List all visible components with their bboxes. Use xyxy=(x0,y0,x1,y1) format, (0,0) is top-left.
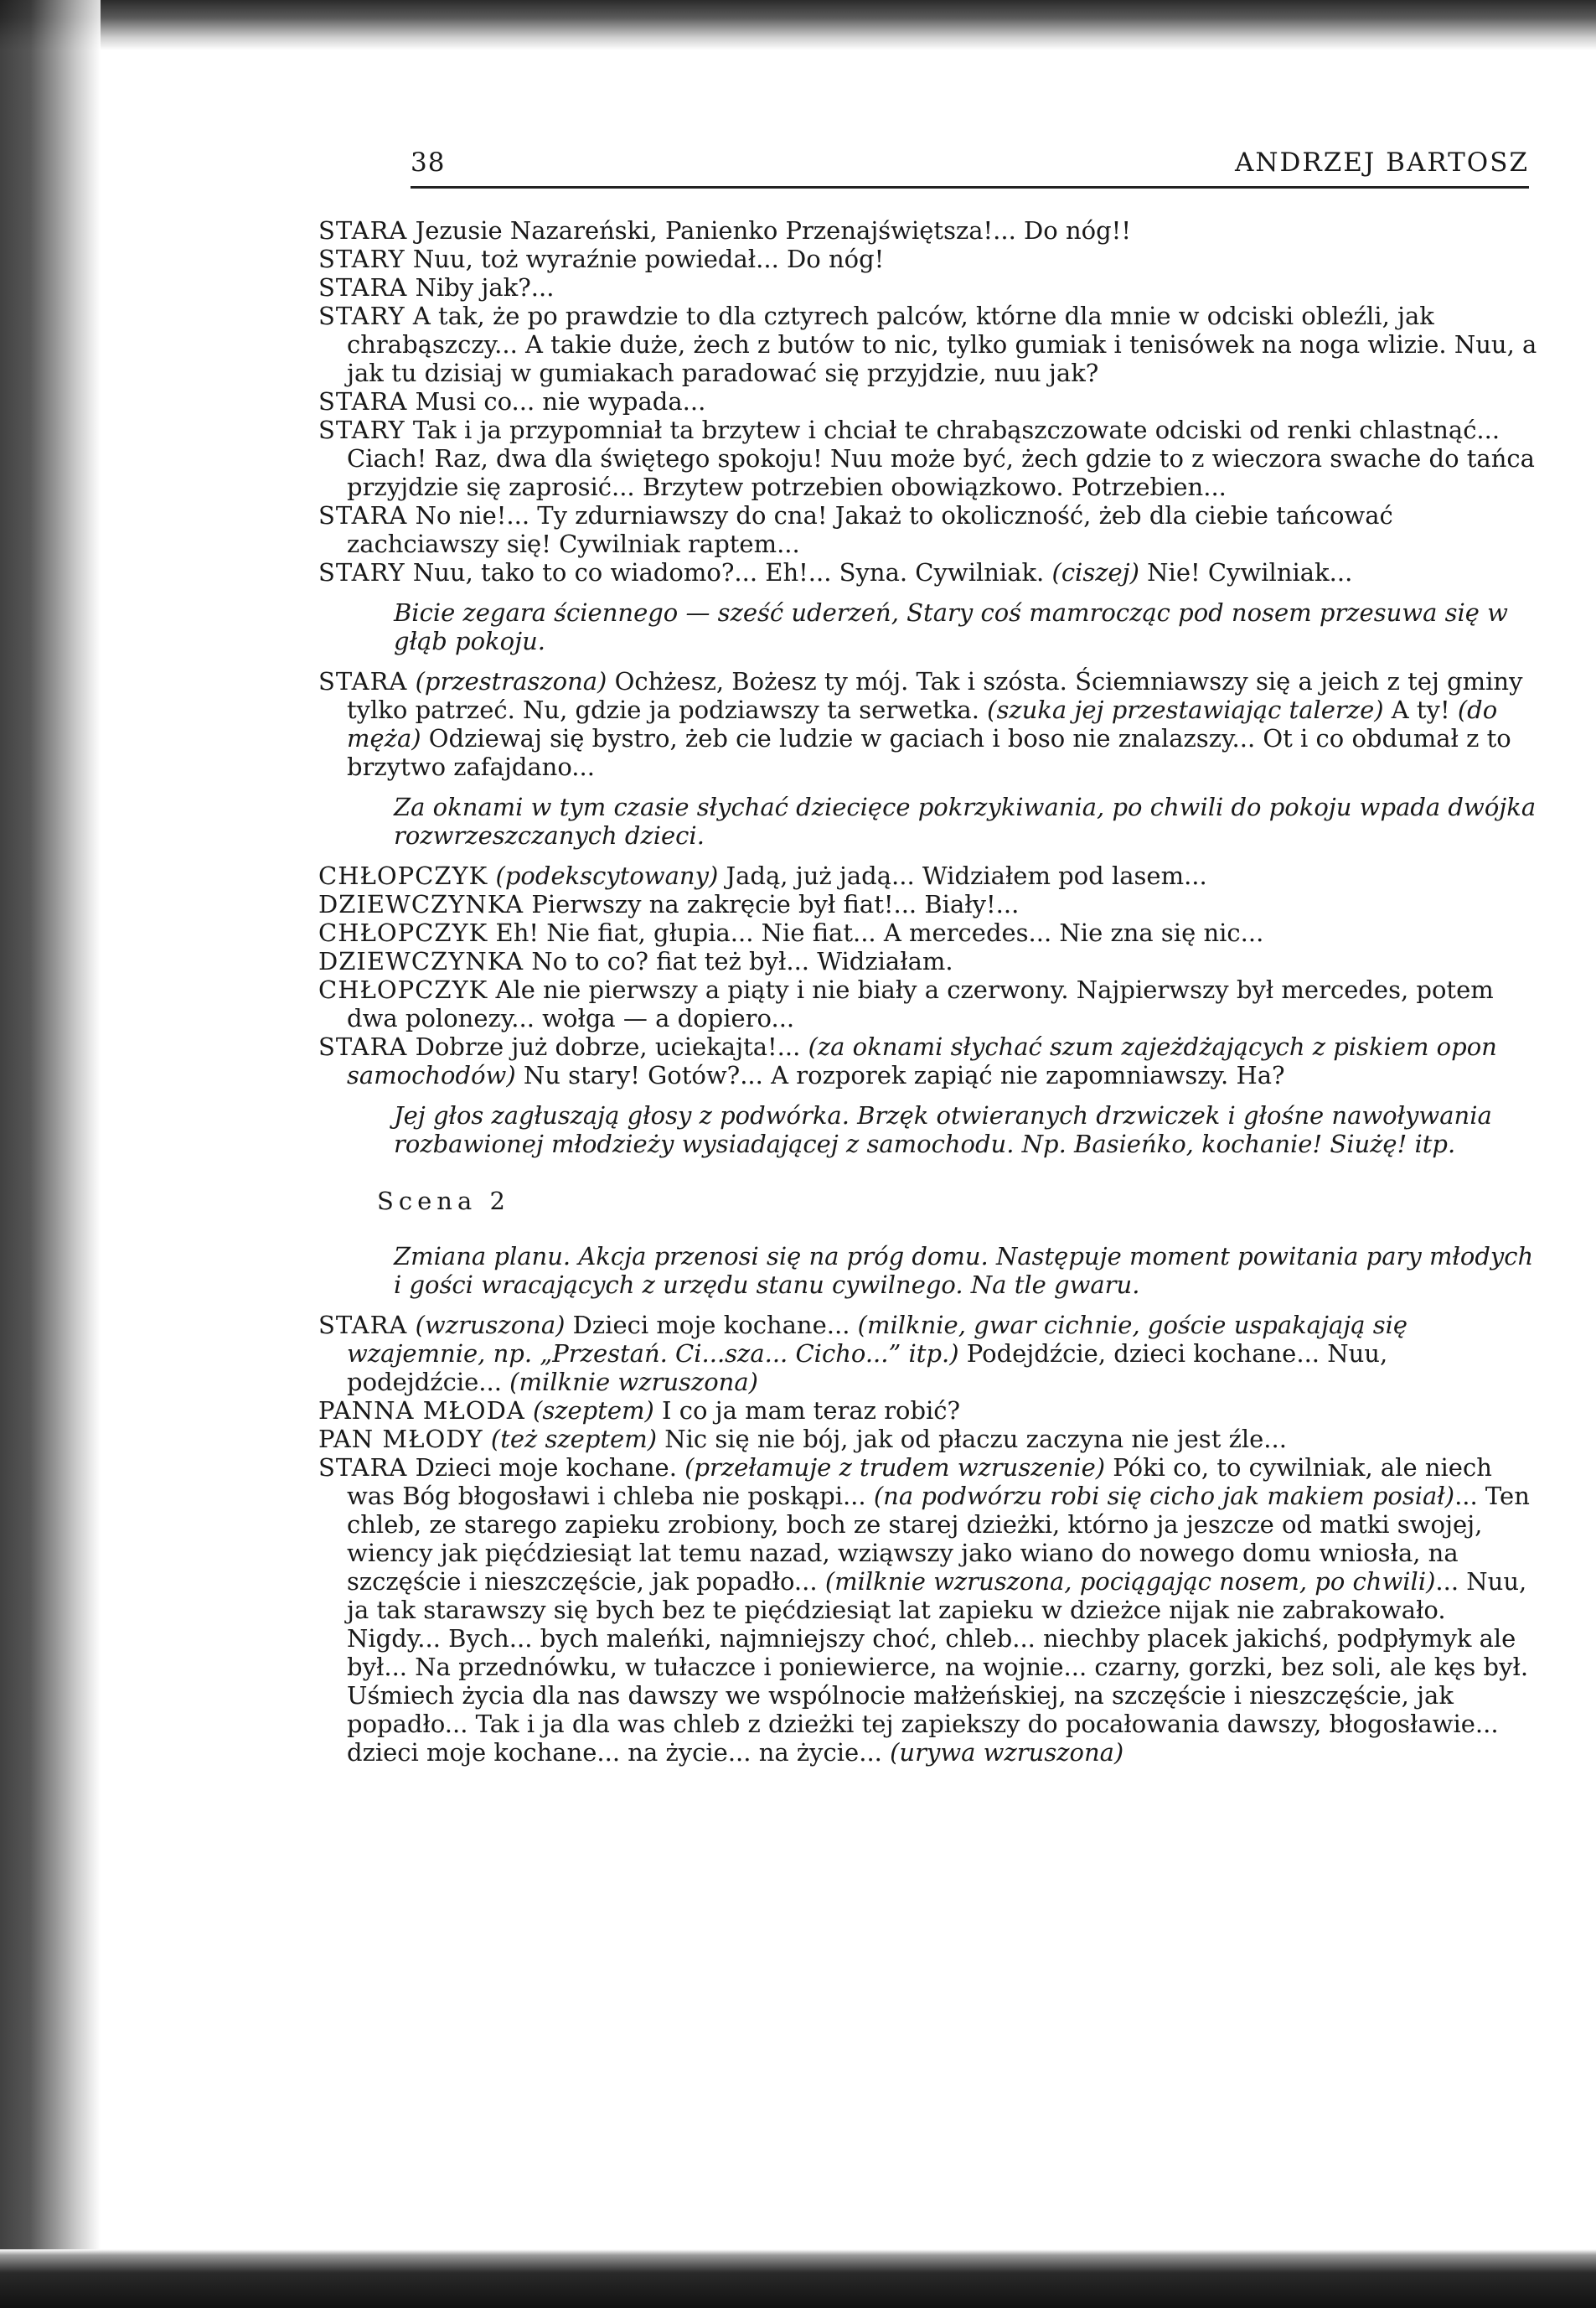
line-text: Eh! Nie fiat, głupia... Nie fiat... A mercedes... Nie zna się nic... xyxy=(488,919,1264,947)
speaker: STARA xyxy=(318,501,408,530)
line-text: Niby jak?... xyxy=(407,273,555,302)
stage-direction: (ciszej) xyxy=(1051,558,1139,587)
stage-direction: (też szeptem) xyxy=(483,1425,658,1453)
dialogue-line xyxy=(318,975,1542,1032)
page-header xyxy=(411,147,1529,189)
dialogue-line xyxy=(318,1425,1542,1453)
stage-direction: (szuka jej przestawiając talerze) xyxy=(987,696,1384,724)
speaker: PAN MŁODY xyxy=(318,1425,483,1453)
line-text: No nie!... Ty zdurniawszy do cna! Jakaż to okoliczność, żeb dla ciebie tańcować zachciawszy się! Cywilniak raptem... xyxy=(347,501,1393,558)
page-number: 38 xyxy=(411,147,446,178)
stage-direction-paragraph: Zmiana planu. Akcja przenosi się na próg domu. Następuje moment powitania pary młodych i gości wracających z urzędu stanu cywilnego. Na tle gwaru. xyxy=(394,1242,1534,1299)
dialogue-line xyxy=(318,216,1542,245)
running-head-author: ANDRZEJ BARTOSZ xyxy=(1235,147,1529,178)
play-text xyxy=(318,216,1542,1767)
stage-direction: (podekscytowany) xyxy=(488,862,719,890)
stage-direction: (przestraszona) xyxy=(407,667,607,696)
stage-direction: (urywa wzruszona) xyxy=(890,1738,1124,1767)
dialogue-line xyxy=(318,862,1542,890)
dialogue-line xyxy=(318,501,1542,558)
scan-shadow-left xyxy=(0,0,101,2308)
speaker: STARY xyxy=(318,245,405,273)
line-text: A tak, że po prawdzie to dla cztyrech palców, którne dla mnie w odciski obleźli, jak chrabąszczy... A takie duże, żech z butów to nic, tylko gumiak i tenisówek na noga wlizie. Nuu, a jak tu dzisiaj w gumiakach paradować się przyjdzie, nuu jak? xyxy=(347,302,1537,387)
line-text: Pierwszy na zakręcie był fiat!... Biały!... xyxy=(524,890,1020,919)
speaker: STARA xyxy=(318,387,408,416)
stage-direction: (na podwórzu robi się cicho jak makiem posiał) xyxy=(873,1482,1455,1510)
stage-direction: (do męża) xyxy=(347,696,1498,753)
speaker: STARA xyxy=(318,667,408,696)
line-text: Póki co, to cywilniak, ale niech was Bóg błogosławi i chleba nie poskąpi... xyxy=(347,1453,1492,1510)
line-text: Tak i ja przypomniał ta brzytew i chciał te chrabąszczowate odciski od renki chlastnąć... Ciach! Raz, dwa dla świętego spokoju! Nuu może być, żech gdzie to z wieczora swache do tańca przyjdzie się zaprosić... Brzytew potrzebien obowiązkowo. Potrzebien... xyxy=(347,416,1535,501)
speaker: STARA xyxy=(318,273,408,302)
speaker: DZIEWCZYNKA xyxy=(318,890,524,919)
stage-direction-paragraph: Bicie zegara ściennego — sześć uderzeń, Stary coś mamrocząc pod nosem przesuwa się w głąb pokoju. xyxy=(394,598,1508,655)
speaker: STARA xyxy=(318,1311,408,1339)
line-text: Dobrze już dobrze, uciekajta!... xyxy=(407,1032,808,1061)
speaker: CHŁOPCZYK xyxy=(318,919,488,947)
line-text: Nuu, toż wyraźnie powiedał... Do nóg! xyxy=(405,245,885,273)
line-text: Dzieci moje kochane. xyxy=(407,1453,685,1482)
speaker: PANNA MŁODA xyxy=(318,1396,525,1425)
dialogue-line xyxy=(318,667,1542,781)
stage-direction: (wzruszona) xyxy=(407,1311,566,1339)
dialogue-line xyxy=(318,1032,1542,1089)
speaker: STARY xyxy=(318,558,405,587)
line-text: Jadą, już jadą... Widziałem pod lasem... xyxy=(718,862,1207,890)
line-text: Podejdźcie, dzieci kochane... Nuu, podejdźcie... xyxy=(347,1339,1388,1396)
line-text: Jezusie Nazareński, Panienko Przenajświętsza!... Do nóg!! xyxy=(407,216,1131,245)
dialogue-line xyxy=(318,302,1542,387)
speaker: DZIEWCZYNKA xyxy=(318,947,524,975)
line-text: Odziewaj się bystro, żeb cie ludzie w gaciach i boso nie znalazszy... Ot i co obdumał z to brzytwo zafajdano... xyxy=(347,724,1511,781)
dialogue-line xyxy=(318,1396,1542,1425)
speaker: STARA xyxy=(318,1453,408,1482)
dialogue-line xyxy=(318,245,1542,273)
stage-direction: (przełamuje z trudem wzruszenie) xyxy=(684,1453,1106,1482)
speaker: STARA xyxy=(318,1032,408,1061)
line-text: Nic się nie bój, jak od płaczu zaczyna nie jest źle... xyxy=(657,1425,1287,1453)
dialogue-line xyxy=(318,1453,1542,1767)
stage-direction-paragraph: Za oknami w tym czasie słychać dziecięce pokrzykiwania, po chwili do pokoju wpada dwójka rozwrzeszczanych dzieci. xyxy=(394,793,1537,850)
dialogue-line xyxy=(318,273,1542,302)
stage-direction-paragraph: Jej głos zagłuszają głosy z podwórka. Brzęk otwieranych drzwiczek i głośne nawoływania rozbawionej młodzieży wysiadającej z samochodu. Np. Basieńko, kochanie! Siużę! itp. xyxy=(394,1101,1492,1158)
dialogue-line xyxy=(318,1311,1542,1396)
line-text: Dzieci moje kochane... xyxy=(565,1311,858,1339)
line-text: A ty! xyxy=(1383,696,1458,724)
speaker: CHŁOPCZYK xyxy=(318,862,488,890)
line-text: ... Ten chleb, ze starego zapieku zrobiony, boch ze starej dzieżki, którno ja jeszcze od matki swojej, wiency jak pięćdziesiąt lat temu nazad, wziąwszy jako wiano do nowego domu wniosła, na szczęście i nieszczęście, jak popadło... xyxy=(347,1482,1530,1596)
stage-direction: (milknie wzruszona, pociągając nosem, po chwili) xyxy=(824,1567,1436,1596)
line-text: Nie! Cywilniak... xyxy=(1139,558,1353,587)
line-text: I co ja mam teraz robić? xyxy=(653,1396,961,1425)
speaker: STARY xyxy=(318,416,405,444)
scan-shadow-top xyxy=(0,0,1596,50)
scan-shadow-bottom xyxy=(0,2249,1596,2308)
dialogue-line xyxy=(318,919,1542,947)
dialogue-line xyxy=(318,558,1542,587)
line-text: No to co? fiat też był... Widziałam. xyxy=(524,947,953,975)
dialogue-line xyxy=(318,387,1542,416)
speaker: CHŁOPCZYK xyxy=(318,975,488,1004)
scene-heading: Scena 2 xyxy=(377,1187,510,1215)
dialogue-line xyxy=(318,947,1542,975)
stage-direction: (szeptem) xyxy=(524,1396,654,1425)
speaker: STARY xyxy=(318,302,405,330)
line-text: Ochżesz, Bożesz ty mój. Tak i szósta. Ściemniawszy się a jeich z tej gminy tylko patrzeć. Nu, gdzie ja podziawszy ta serwetka. xyxy=(347,667,1523,724)
stage-direction: (milknie wzruszona) xyxy=(509,1368,758,1396)
line-text: ... Nuu, ja tak starawszy się bych bez te pięćdziesiąt lat zapieku w dzieżce nijak nie zabrakowało. Nigdy... Bych... bych maleńki, najmniejszy choć, chleb... niechby placek jakichś, podpłymyk ale był... Na przednówku, w tułaczce i poniewierce, na wojnie... czarny, gorzki, bez soli, ale kęs był. Uśmiech życia dla nas dawszy we wspólnocie małżeńskiej, na szczęście i nieszczęście, jak popadło... Tak i ja dla was chleb z dzieżki tej zapiekszy do pocałowania dawszy, błogosławie... dzieci moje kochane... na życie... na życie... xyxy=(347,1567,1529,1767)
stage-direction: (za oknami słychać szum zajeżdżających z piskiem opon samochodów) xyxy=(347,1032,1497,1089)
line-text: Nuu, tako to co wiadomo?... Eh!... Syna. Cywilniak. xyxy=(405,558,1052,587)
line-text: Nu stary! Gotów?... A rozporek zapiąć nie zapomniawszy. Ha? xyxy=(515,1061,1285,1089)
dialogue-line xyxy=(318,890,1542,919)
line-text: Ale nie pierwszy a piąty i nie biały a czerwony. Najpierwszy był mercedes, potem dwa polonezy... wołga — a dopiero... xyxy=(347,975,1494,1032)
dialogue-line xyxy=(318,416,1542,501)
speaker: STARA xyxy=(318,216,408,245)
stage-direction: (milknie, gwar cichnie, goście uspakajają się wzajemnie, np. „Przestań. Ci...sza... Cicho...” itp.) xyxy=(347,1311,1408,1368)
line-text: Musi co... nie wypada... xyxy=(407,387,706,416)
